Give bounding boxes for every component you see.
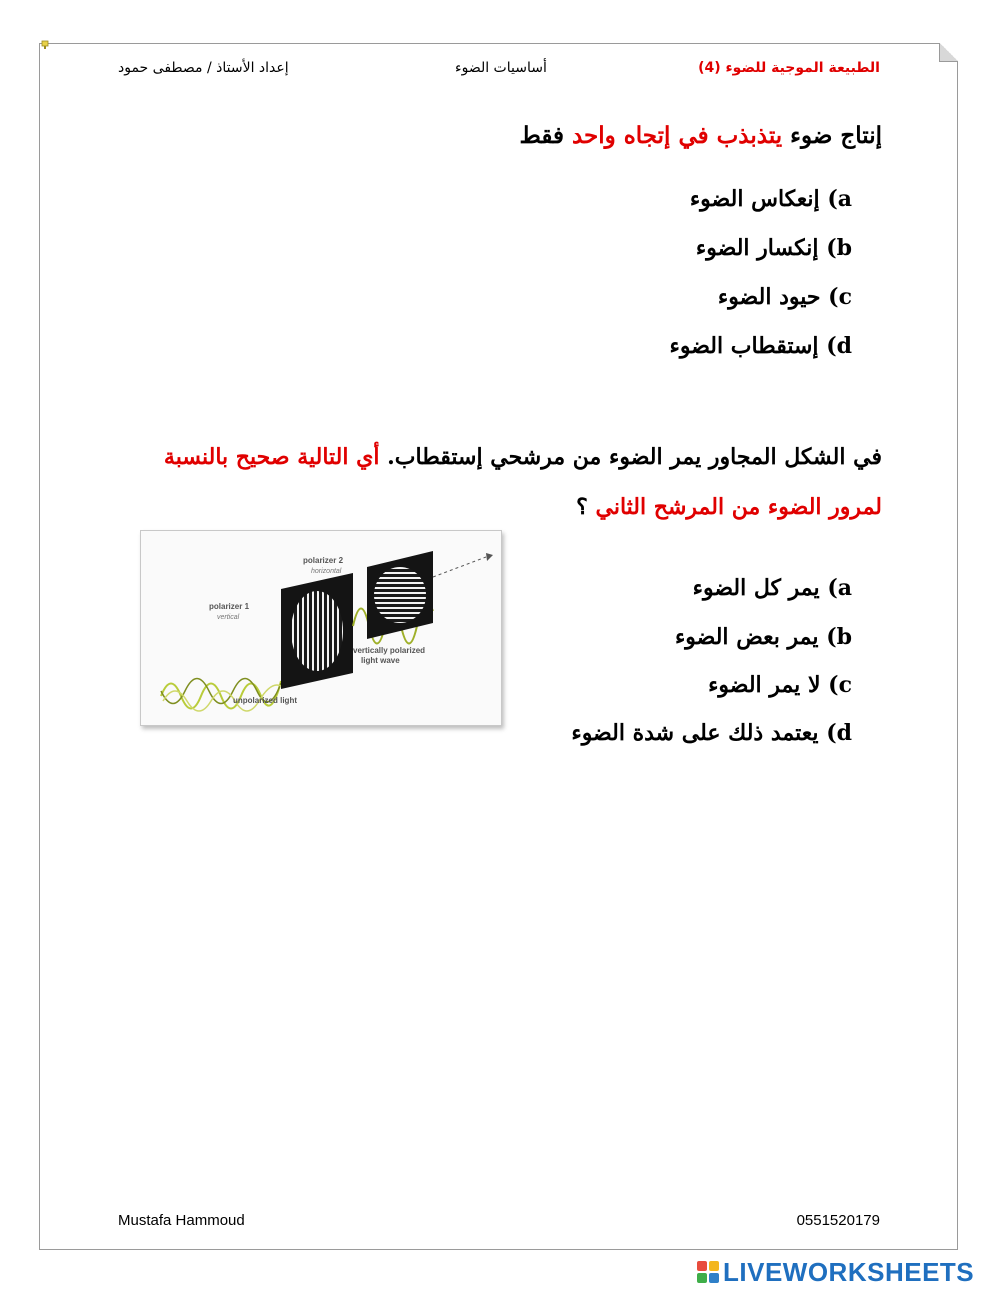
anchor-icon xyxy=(41,40,49,50)
option-text: إنعكاس الضوء xyxy=(689,186,820,212)
q2-option-b[interactable]: b) يمر بعض الضوء xyxy=(674,624,852,650)
question-1 xyxy=(519,122,882,149)
label-unpolarized: unpolarized light xyxy=(233,696,297,705)
polarization-figure xyxy=(140,530,502,726)
output-ray xyxy=(433,557,486,577)
option-text: يمر بعض الضوء xyxy=(674,624,819,650)
label-polarizer-1-sub: vertical xyxy=(217,614,240,621)
polarizer-1-lens xyxy=(291,591,343,671)
option-text: يمر كل الضوء xyxy=(692,575,820,601)
option-text: إنكسار الضوء xyxy=(695,235,819,261)
option-text: إستقطاب الضوء xyxy=(669,333,819,359)
output-arrow xyxy=(486,553,493,561)
author-credit: إعداد الأستاذ / مصطفى حمود xyxy=(118,60,289,76)
option-letter: b xyxy=(836,624,852,650)
liveworksheets-logo[interactable] xyxy=(697,1258,974,1286)
question-1-text: إنتاج ضوء xyxy=(782,122,882,149)
q1-option-a[interactable]: a) إنعكاس الضوء xyxy=(689,186,852,212)
footer-phone: 0551520179 xyxy=(796,1212,880,1229)
option-letter: c xyxy=(838,672,852,698)
polarization-diagram xyxy=(141,531,501,725)
option-text: حيود الضوء xyxy=(717,284,821,310)
question-2-highlight: أي التالية صحيح بالنسبة لمرور الضوء من المرشح الثاني xyxy=(163,444,882,520)
brand-text: LIVEWORKSHEETS xyxy=(723,1256,975,1287)
q2-option-d[interactable]: d) يعتمد ذلك على شدة الضوء xyxy=(571,720,852,746)
page-fold-corner xyxy=(939,43,958,62)
q1-option-b[interactable]: b) إنكسار الضوء xyxy=(695,235,852,261)
option-letter: d xyxy=(836,333,852,359)
question-1-highlight: يتذبذب في إتجاه واحد xyxy=(571,122,783,149)
option-letter: a xyxy=(837,575,852,601)
option-letter: a xyxy=(837,186,852,212)
option-letter: b xyxy=(836,235,852,261)
q2-option-c[interactable]: c) لا يمر الضوء xyxy=(708,672,852,698)
brand-icon xyxy=(697,1261,719,1283)
question-2-end: ؟ xyxy=(576,494,596,520)
label-polarizer-2: polarizer 2 xyxy=(303,556,344,565)
q1-option-c[interactable]: c) حيود الضوء xyxy=(717,284,852,310)
worksheet-title: الطبيعة الموجية للضوء (4) xyxy=(698,60,880,76)
label-light-wave: light wave xyxy=(361,656,400,665)
option-text: لا يمر الضوء xyxy=(708,672,821,698)
question-1-end: فقط xyxy=(519,122,572,149)
question-2-text: في الشكل المجاور يمر الضوء من مرشحي إستقطاب. xyxy=(379,444,882,470)
footer-name: Mustafa Hammoud xyxy=(118,1212,245,1229)
label-vertically-polarized: vertically polarized xyxy=(353,646,426,655)
polarizer-2-lens xyxy=(374,567,426,623)
option-letter: d xyxy=(836,720,852,746)
subject-title: أساسيات الضوء xyxy=(455,60,547,76)
option-letter: c xyxy=(838,284,852,310)
q2-option-a[interactable]: a) يمر كل الضوء xyxy=(692,575,852,601)
option-text: يعتمد ذلك على شدة الضوء xyxy=(571,720,819,746)
q1-option-d[interactable]: d) إستقطاب الضوء xyxy=(669,333,852,359)
label-polarizer-1: polarizer 1 xyxy=(209,602,250,611)
label-polarizer-2-sub: horizontal xyxy=(311,568,342,575)
question-2 xyxy=(122,432,882,532)
